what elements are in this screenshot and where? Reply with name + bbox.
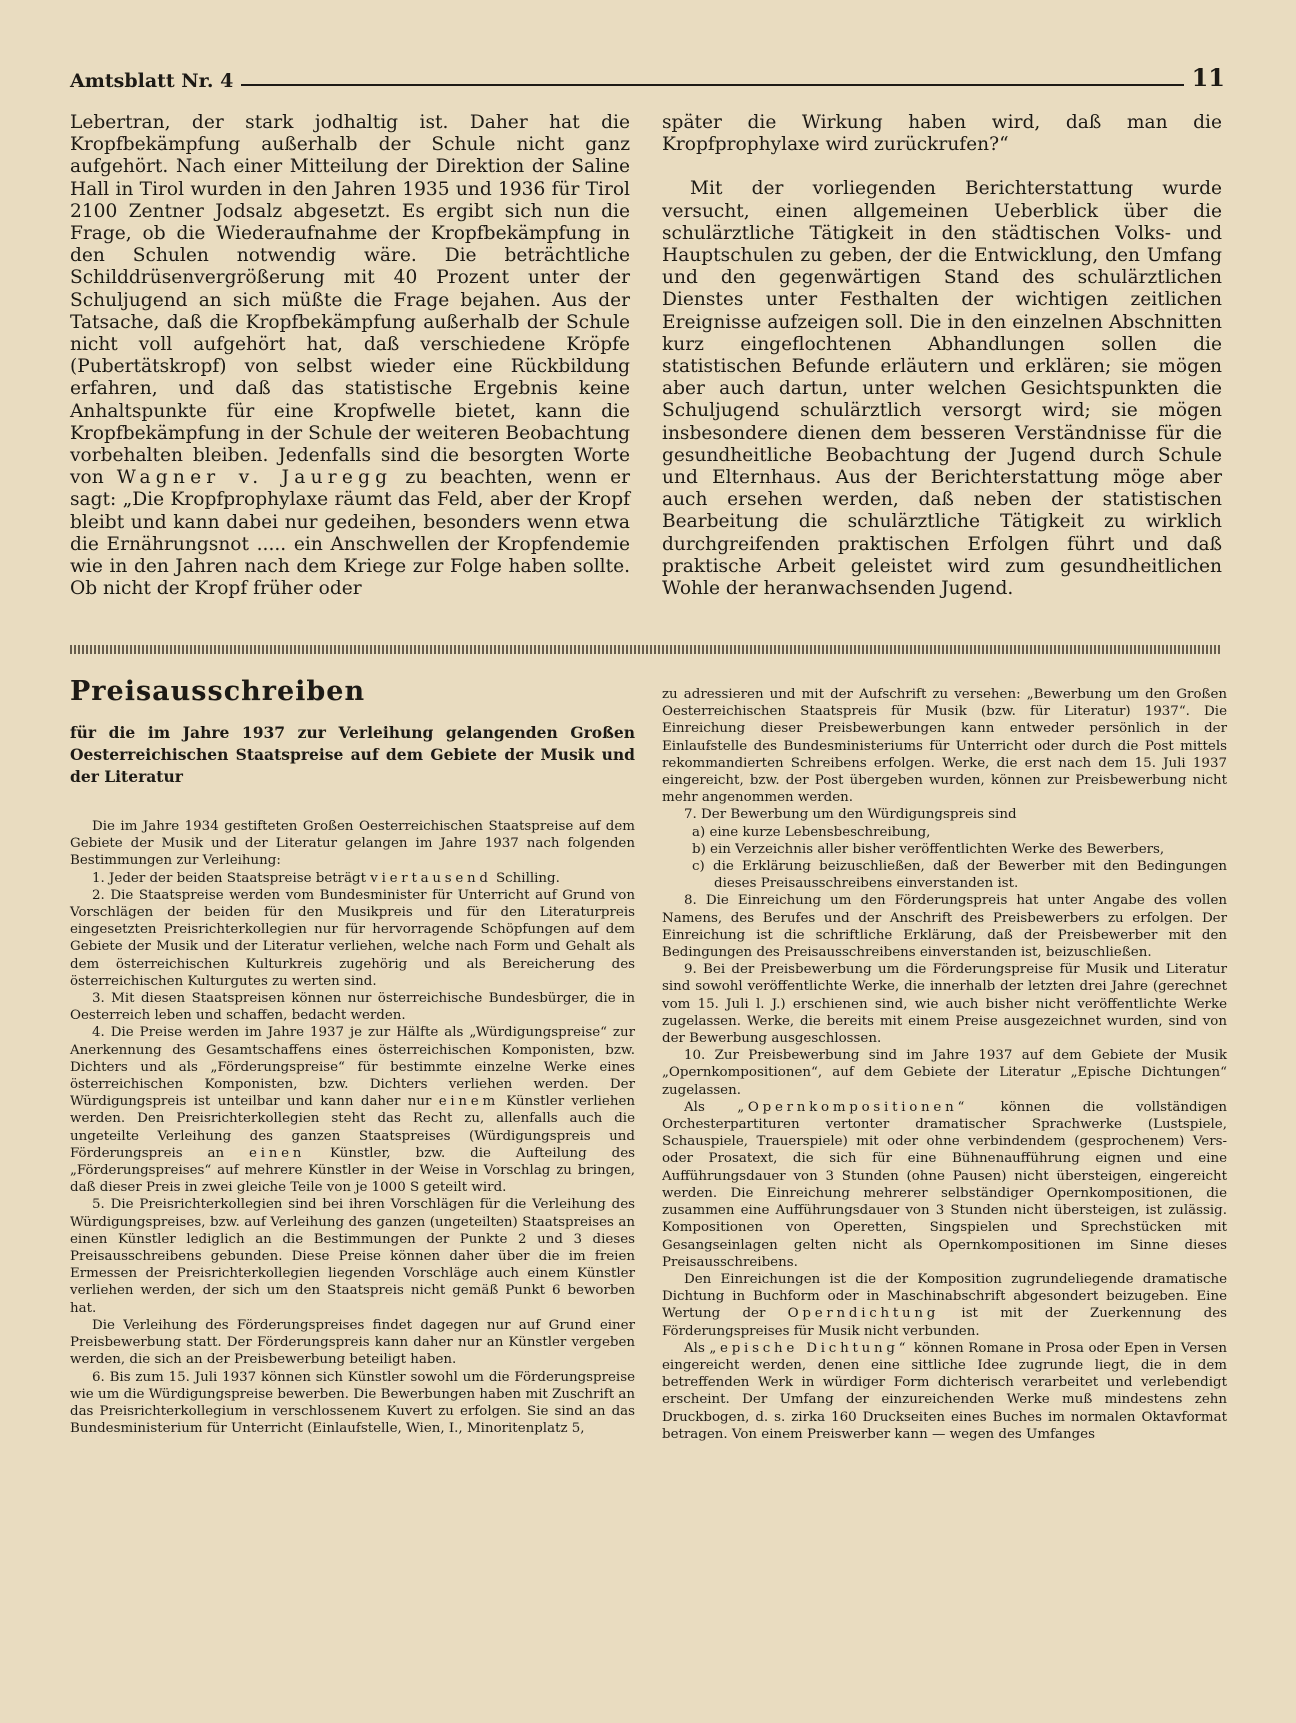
page-header [70,62,1225,92]
top-left-column [70,112,630,600]
requirements-list [662,824,1227,893]
paragraph: zu adressieren und mit der Aufschrift zu versehen: „Bewerbung um den Großen Oesterreichischen Staatspreis für Musik (bzw. für Literatur) 1937“. Die Einreichung dieser Preisbewerbungen kann entweder persönlich in der Einlaufstelle des Bundesministeriums für Unterricht oder durch die Post mittels rekommandierten Schreibens erfolgen. Werke, die erst nach dem 15. Juli 1937 eingereicht, bzw. der Post übergeben wurden, können zur Preisbewerbung nicht mehr angenommen werden. [662,687,1227,806]
paragraph: Die Verleihung des Förderungspreises findet dagegen nur auf Grund einer Preisbewerbung statt. Der Förderungspreis kann daher nur an Künstler vergeben werden, die sich an der Preisbewerbung beteiligt haben. [70,1317,635,1368]
paragraph: 9. Bei der Preisbewerbung um die Förderungspreise für Musik und Literatur sind sowohl veröffentlichte Werke, die innerhalb der letzten drei Jahre (gerechnet vom 15. Juli l. J.) erschienen sind, wie auch bisher nicht veröffentlichte Werke zugelassen. Werke, die bereits mit einem Preise ausgezeichnet wurden, sind von der Bewerbung ausgeschlossen. [662,962,1227,1047]
section-title: Preisausschreiben [70,676,366,707]
publication-title: Amtsblatt Nr. 4 [70,70,234,92]
section-subtitle: für die im Jahre 1937 zur Verleihung gelangenden Großen Oesterreichischen Staatspreise auf dem Gebiete der Musik und der Literatur [70,723,635,786]
paragraph: Als „Opernkompositionen“ können die vollständigen Orchesterpartituren vertonter dramatischer Sprachwerke (Lustspiele, Schauspiele, Trauerspiele) mit oder ohne verbindendem (gesprochenem) Vers- oder Prosatext, die sich für eine Bühnenaufführung eignen und eine Aufführungsdauer von 3 Stunden (ohne Pausen) nicht übersteigen, eingereicht werden. Die Einreichung mehrerer selbständiger Opernkompositionen, die zusammen eine Aufführungsdauer von 3 Stunden nicht übersteigen, ist zulässig. Kompositionen von Operetten, Singspielen und Sprechstücken mit Gesangseinlagen gelten nicht als Opernkompositionen im Sinne dieses Preisausschreibens. [662,1099,1227,1270]
paragraph: 8. Die Einreichung um den Förderungspreis hat unter Angabe des vollen Namens, des Berufes und der Anschrift des Preisbewerbers zu erfolgen. Der Einreichung ist die schriftliche Erklärung, daß der Preisbewerber mit den Bedingungen des Preisausschreibens einverstanden ist, beizuschließen. [662,893,1227,961]
paragraph: später die Wirkung haben wird, daß man die Kropfprophylaxe wird zurückrufen?“ [662,112,1222,156]
paragraph: 5. Die Preisrichterkollegien sind bei ihren Vorschlägen für die Verleihung des Würdigungspreises, bzw. auf Verleihung des ganzen (ungeteilten) Staatspreises an einen Künstler lediglich an die Bestimmungen der Punkte 2 und 3 dieses Preisausschreibens gebunden. Diese Preise können daher über die im freien Ermessen der Preisrichterkollegien liegenden Vorschläge auch einem Künstler verliehen werden, der sich um den Staatspreis nicht gemäß Punkt 6 beworben hat. [70,1197,635,1316]
paragraph: Als „epische Dichtung“ können Romane in Prosa oder Epen in Versen eingereicht werden, denen eine sittliche Idee zugrunde liegt, die in dem betreffenden Werk in würdiger Form dichterisch verarbeitet und verlebendigt erscheint. Der Umfang der einzureichenden Werke muß mindestens zehn Druckbogen, d. s. zirka 160 Druckseiten eines Buches im normalen Oktavformat betragen. Von einem Preiswerber kann — wegen des Umfanges [662,1340,1227,1442]
paragraph: 10. Zur Preisbewerbung sind im Jahre 1937 auf dem Gebiete der Musik „Opernkompositionen“, auf dem Gebiete der Literatur „Epische Dichtungen“ zugelassen. [662,1048,1227,1098]
bottom-left-column [70,818,635,1437]
paragraph: Mit der vorliegenden Berichterstattung wurde versucht, einen allgemeinen Ueberblick über die schulärztliche Tätigkeit in den städtischen Volks- und Hauptschulen zu geben, der die Entwicklung, den Umfang und den gegenwärtigen Stand des schulärztlichen Dienstes unter Festhalten der wichtigen zeitlichen Ereignisse aufzeigen soll. Die in den einzelnen Abschnitten kurz eingeflochtenen Abhandlungen sollen die statistischen Befunde erläutern und erklären; sie mögen aber auch dartun, unter welchen Gesichtspunkten die Schuljugend schulärztlich versorgt wird; sie mögen insbesondere dienen dem besseren Verständnisse für die gesundheitliche Beobachtung der Jugend durch Schule und Elternhaus. Aus der Berichterstattung möge aber auch ersehen werden, daß neben der statistischen Bearbeitung die schulärztliche Tätigkeit zu wirklich durchgreifenden praktischen Erfolgen führt und daß praktische Arbeit geleistet wird zum gesundheitlichen Wohle der heranwachsenden Jugend. [662,178,1222,600]
top-right-column [662,112,1222,600]
bottom-right-column [662,686,1227,1443]
list-item: c) die Erklärung beizuschließen, daß der Bewerber mit den Bedingungen dieses Preisausschreibens einverstanden ist. [692,859,1227,892]
paragraph: 2. Die Staatspreise werden vom Bundesminister für Unterricht auf Grund von Vorschlägen der beiden für den Musikpreis und für den Literaturpreis eingesetzten Preisrichterkollegien nur für hervorragende Schöpfungen auf dem Gebiete der Musik und der Literatur verliehen, welche nach Form und Gehalt als dem österreichischen Kulturkreis zugehörig und als Bereicherung des österreichischen Kulturgutes zu werten sind. [70,887,635,989]
section-divider [70,645,1220,654]
paragraph: Lebertran, der stark jodhaltig ist. Daher hat die Kropfbekämpfung außerhalb der Schule nicht ganz aufgehört. Nach einer Mitteilung der Direktion der Saline Hall in Tirol wurden in den Jahren 1935 und 1936 für Tirol 2100 Zentner Jodsalz abgesetzt. Es ergibt sich nun die Frage, ob die Wiederaufnahme der Kropfbekämpfung in den Schulen notwendig wäre. Die beträchtliche Schilddrüsenvergrößerung mit 40 Prozent unter der Schuljugend an sich müßte die Frage bejahen. Aus der Tatsache, daß die Kropfbekämpfung außerhalb der Schule nicht voll aufgehört hat, daß verschiedene Kröpfe (Pubertätskropf) von selbst wieder eine Rückbildung erfahren, und daß das statistische Ergebnis keine Anhaltspunkte für eine Kropfwelle bietet, kann die Kropfbekämpfung in der Schule der weiteren Beobachtung vorbehalten bleiben. Jedenfalls sind die besorgten Worte von Wagner v. Jauregg zu beachten, wenn er sagt: „Die Kropfprophylaxe räumt das Feld, aber der Kropf bleibt und kann dabei nur gedeihen, besonders wenn etwa die Ernährungsnot ..... ein Anschwellen der Kropfendemie wie in den Jahren nach dem Kriege zur Folge haben sollte. Ob nicht der Kropf früher oder [70,112,630,600]
person-name: Wagner v. Jauregg [116,467,393,489]
paragraph: 4. Die Preise werden im Jahre 1937 je zur Hälfte als „Würdigungspreise“ zur Anerkennung des Gesamtschaffens eines österreichischen Komponisten, bzw. Dichters und als „Förderungspreise“ für bestimmte einzelne Werke eines österreichischen Komponisten, bzw. Dichters verliehen werden. Der Würdigungspreis ist unteilbar und kann daher nur einem Künstler verliehen werden. Den Preisrichterkollegien steht das Recht zu, allenfalls auch die ungeteilte Verleihung des ganzen Staatspreises (Würdigungspreis und Förderungspreis an einen Künstler, bzw. die Aufteilung des „Förderungspreises“ auf mehrere Künstler in der Weise in Vorschlag zu bringen, daß dieser Preis in zwei gleiche Teile von je 1000 S geteilt wird. [70,1025,635,1196]
header-rule [241,84,1183,86]
list-item: b) ein Verzeichnis aller bisher veröffentlichten Werke des Bewerbers, [692,841,1165,857]
paragraph: 6. Bis zum 15. Juli 1937 können sich Künstler sowohl um die Förderungspreise wie um die Würdigungspreise bewerben. Die Bewerbungen haben mit Zuschrift an das Preisrichterkollegium in verschlossenem Kuvert zu erfolgen. Sie sind an das Bundesministerium für Unterricht (Einlaufstelle, Wien, I., Minoritenplatz 5, [70,1369,635,1437]
paragraph: Den Einreichungen ist die der Komposition zugrundeliegende dramatische Dichtung in Buchform oder in Maschinabschrift abgesondert beizugeben. Eine Wertung der Operndichtung ist mit der Zuerkennung des Förderungspreises für Musik nicht verbunden. [662,1271,1228,1339]
paragraph: 3. Mit diesen Staatspreisen können nur österreichische Bundesbürger, die in Oesterreich leben und schaffen, bedacht werden. [70,991,635,1024]
list-item: a) eine kurze Lebensbeschreibung, [692,824,931,840]
paragraph: 1. Jeder der beiden Staatspreise beträgt viertausend Schilling. [92,870,560,886]
page-number: 11 [1191,63,1225,92]
paragraph: Die im Jahre 1934 gestifteten Großen Oesterreichischen Staatspreise auf dem Gebiete der Musik und der Literatur gelangen im Jahre 1937 nach folgenden Bestimmungen zur Verleihung: [70,819,635,869]
paragraph: 7. Der Bewerbung um den Würdigungspreis sind [684,807,1017,823]
